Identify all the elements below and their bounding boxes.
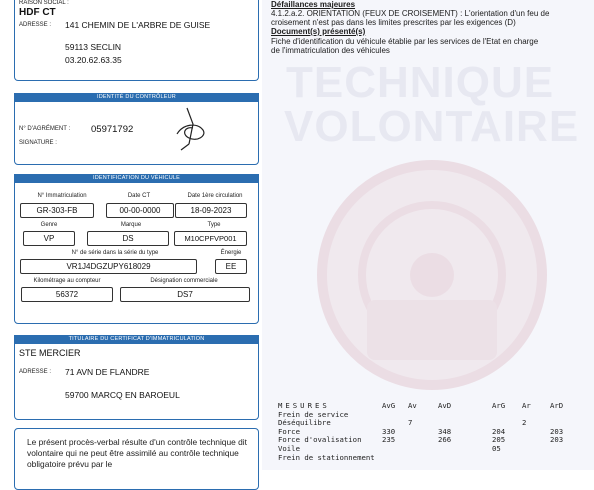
controller-signature bbox=[167, 104, 217, 154]
measures-title: MESURES bbox=[278, 401, 330, 410]
row-cell bbox=[408, 411, 438, 420]
row-cell: 204 bbox=[492, 426, 506, 436]
defaillance-line2: croisement n'est pas dans les limites prescrites par les exigences (D) bbox=[271, 18, 516, 27]
col-ar: Ar bbox=[522, 401, 531, 410]
notice-text: Le présent procès-verbal résulte d'un contrôle technique dit volontaire qui ne peut être assimilé au contrôle technique obligatoire prévu par le bbox=[27, 437, 247, 469]
col-avg: AvG bbox=[382, 401, 396, 410]
owner-street: 71 AVN DE FLANDRE bbox=[65, 367, 150, 377]
serie-field: VR1J4DGZUPY618029 bbox=[20, 259, 197, 274]
row-cell bbox=[408, 454, 438, 463]
watermark-emblem bbox=[312, 150, 552, 400]
row-cell bbox=[438, 454, 492, 463]
owner-address-label: ADRESSE : bbox=[19, 369, 52, 375]
type-label: Type bbox=[207, 222, 221, 228]
signature-label: SIGNATURE : bbox=[19, 140, 57, 146]
owner-city: 59700 MARCQ EN BAROEUL bbox=[65, 390, 180, 400]
agrement-label: N° D'AGRÉMENT : bbox=[19, 126, 71, 132]
row-cell bbox=[438, 411, 492, 420]
date-circ-label: Date 1ère circulation bbox=[187, 193, 243, 199]
col-ard: ArD bbox=[550, 401, 564, 410]
row-cell: 2 bbox=[522, 418, 527, 428]
marque-label: Marque bbox=[120, 222, 142, 228]
row-cell bbox=[550, 411, 572, 420]
row-cell: 7 bbox=[408, 418, 413, 428]
row-cell bbox=[408, 436, 438, 445]
right-column bbox=[262, 0, 594, 470]
row-cell bbox=[408, 445, 438, 454]
company-city: 59113 SECLIN bbox=[65, 42, 122, 52]
energie-field: EE bbox=[215, 259, 247, 274]
row-cell: 348 bbox=[438, 426, 452, 436]
agrement-value: 05971792 bbox=[91, 124, 134, 135]
company-street: 141 CHEMIN DE L'ARBRE DE GUISE bbox=[65, 20, 211, 30]
km-field: 56372 bbox=[21, 287, 113, 302]
owner-header: TITULAIRE DU CERTIFICAT D'IMMATRICULATION bbox=[14, 335, 259, 344]
row-cell bbox=[522, 436, 550, 445]
documents-title: Document(s) présenté(s) bbox=[271, 27, 366, 36]
date-circ-field: 18-09-2023 bbox=[175, 203, 247, 218]
row-cell bbox=[382, 445, 408, 454]
row-cell bbox=[522, 445, 550, 454]
row-label: Voile bbox=[278, 443, 300, 453]
row-cell bbox=[550, 454, 572, 463]
row-cell bbox=[438, 445, 492, 454]
row-cell bbox=[492, 454, 522, 463]
company-phone: 03.20.62.63.35 bbox=[65, 55, 122, 65]
raison-social-value: HDF CT bbox=[19, 7, 56, 18]
date-ct-field: 00-00-0000 bbox=[106, 203, 174, 218]
row-label: Force d'ovalisation bbox=[278, 435, 362, 445]
table-row bbox=[278, 436, 572, 445]
defaillance-line1: 4.1.2.a.2. ORIENTATION (FEUX DE CROISEMENT) : L'orientation d'un feu de bbox=[271, 9, 550, 18]
row-label: Frein de stationnement bbox=[278, 452, 375, 462]
watermark-line2: VOLONTAIRE bbox=[284, 102, 580, 151]
row-cell bbox=[550, 445, 572, 454]
document-line1: Fiche d'identification du véhicule établie par les services de l'Etat en charge bbox=[271, 37, 539, 46]
vehicle-card bbox=[14, 174, 259, 324]
row-cell: 235 bbox=[382, 435, 396, 445]
energie-label: Énergie bbox=[220, 250, 242, 256]
company-address-label: ADRESSE : bbox=[19, 22, 52, 28]
row-label: Force bbox=[278, 426, 300, 436]
row-label: Frein de service bbox=[278, 409, 349, 419]
company-card bbox=[14, 0, 259, 81]
designation-label: Désignation commerciale bbox=[150, 278, 218, 284]
col-avd: AvD bbox=[438, 401, 452, 410]
row-cell: 203 bbox=[550, 435, 564, 445]
notice-card bbox=[14, 428, 259, 490]
immat-field: GR-303-FB bbox=[20, 203, 94, 218]
genre-field: VP bbox=[23, 231, 75, 246]
row-cell: 203 bbox=[550, 426, 564, 436]
type-field: M10CPFVP001 bbox=[174, 231, 247, 246]
left-column bbox=[0, 0, 262, 470]
row-cell bbox=[492, 411, 522, 420]
defaillances-title: Défaillances majeures bbox=[271, 0, 356, 9]
row-cell bbox=[382, 454, 408, 463]
designation-field: DS7 bbox=[120, 287, 250, 302]
controller-card bbox=[14, 93, 259, 165]
col-arg: ArG bbox=[492, 401, 506, 410]
serie-label: N° de série dans la série du type bbox=[71, 250, 159, 256]
row-cell bbox=[408, 428, 438, 437]
table-row bbox=[278, 454, 572, 463]
vehicle-header: IDENTIFICATION DU VÉHICULE bbox=[14, 174, 259, 183]
marque-field: DS bbox=[87, 231, 169, 246]
row-cell bbox=[522, 411, 550, 420]
date-ct-label: Date CT bbox=[127, 193, 151, 199]
measures-table bbox=[278, 402, 572, 462]
row-cell bbox=[382, 411, 408, 420]
row-cell: 05 bbox=[492, 443, 501, 453]
row-cell: 266 bbox=[438, 435, 452, 445]
controller-header: IDENTITÉ DU CONTRÔLEUR bbox=[14, 93, 259, 102]
document-line2: de l'immatriculation des véhicules bbox=[271, 46, 390, 55]
immat-label: N° Immatriculation bbox=[37, 193, 87, 199]
row-cell bbox=[522, 454, 550, 463]
table-row bbox=[278, 419, 572, 428]
owner-card bbox=[14, 335, 259, 420]
genre-label: Genre bbox=[40, 222, 58, 228]
row-cell bbox=[522, 428, 550, 437]
watermark-line1: TECHNIQUE bbox=[286, 58, 555, 107]
owner-name: STE MERCIER bbox=[19, 348, 81, 358]
raison-social-label: RAISON SOCIAL : bbox=[19, 0, 69, 6]
row-cell: 205 bbox=[492, 435, 506, 445]
km-label: Kilométrage au compteur bbox=[33, 278, 101, 284]
row-label: Déséquilibre bbox=[278, 418, 331, 428]
row-cell: 330 bbox=[382, 426, 396, 436]
col-av: Av bbox=[408, 401, 417, 410]
